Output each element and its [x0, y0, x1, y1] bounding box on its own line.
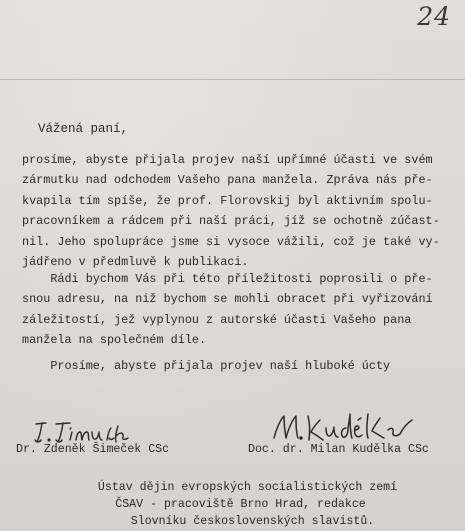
- paper-fold-line: [0, 79, 465, 80]
- text-line: jádřeno v předmluvě k publikaci.: [22, 255, 249, 270]
- text-line: nil. Jeho spolupráce jsme si vysoce vážili, což je také vy-: [22, 234, 440, 249]
- paragraph-condolence: [22, 150, 462, 272]
- text-line: snou adresu, na niž bychom se mohli obracet při vyřizování: [22, 292, 433, 307]
- text-line: prosíme, abyste přijala projev naší upřímné účasti ve svém: [22, 153, 433, 167]
- institution-line: Slovníku československých slavistů.: [130, 515, 375, 529]
- signer-name-right: Doc. dr. Milan Kudělka CSc: [248, 443, 429, 456]
- text-line: Rádi bychom Vás při této příležitosti poprosili o pře-: [22, 272, 433, 286]
- text-line: záležitostí, jež vyplynou z autorské účasti Vašeho pana: [22, 312, 412, 327]
- institution-line: ČSAV - pracoviště Brno Hrad, redakce: [115, 498, 366, 512]
- paragraph-closing: [22, 356, 462, 376]
- signer-name-left: Dr. Zdeněk Šimeček CSc: [16, 443, 170, 456]
- handwritten-signature-kudelka: [268, 410, 418, 444]
- text-line: kvapila tím spíše, že prof. Florovskij byl aktivním spolu-: [22, 193, 433, 208]
- text-line: zármutku nad odchodem Vašeho pana manžela. Zpráva nás pře-: [22, 173, 433, 188]
- handwritten-page-number: 24: [417, 2, 451, 31]
- text-line: Prosíme, abyste přijala projev naší hluboké úcty: [22, 359, 391, 373]
- salutation: Vážená paní,: [38, 122, 129, 136]
- paragraph-address-request: [22, 269, 462, 351]
- handwritten-signature-simecek: [32, 418, 152, 446]
- text-line: pracovníkem a rádcem při naší práci, jíž se ochotně zúčast-: [22, 214, 440, 229]
- institution-line: Ústav dějin evropských socialistických zemí: [97, 481, 398, 494]
- institution-block: [0, 479, 465, 531]
- text-line: manžela na společném díle.: [22, 333, 207, 348]
